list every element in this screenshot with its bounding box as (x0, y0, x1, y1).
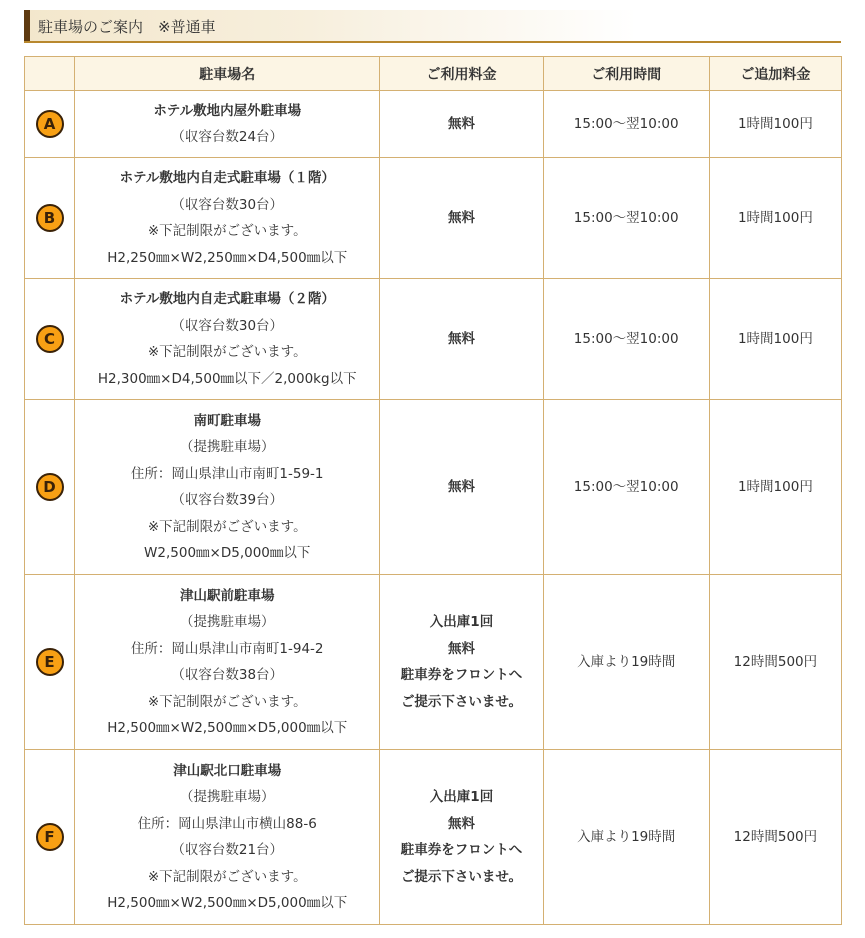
time-cell: 入庫より19時間 (543, 575, 709, 750)
badge-cell (25, 750, 75, 925)
parking-lot-badge: B (36, 204, 64, 232)
badge-cell (25, 91, 75, 158)
parking-name: ホテル敷地内自走式駐車場（２階） (119, 291, 335, 307)
header-time: ご利用時間 (543, 57, 709, 91)
parking-detail: （収容台数38台） (171, 667, 284, 683)
extra-fee-cell: 1時間100円 (709, 158, 841, 279)
fee-cell (380, 750, 543, 925)
fee-cell (380, 575, 543, 750)
parking-detail: （提携駐車場） (179, 439, 275, 455)
table-row (25, 575, 842, 750)
extra-fee-cell: 1時間100円 (709, 279, 841, 400)
parking-detail: （収容台数30台） (171, 196, 284, 213)
header-name: 駐車場名 (75, 57, 380, 91)
parking-detail: ※下記制限がございます。 (147, 223, 307, 239)
extra-fee-cell: 1時間100円 (709, 91, 841, 158)
fee-cell (380, 91, 543, 158)
parking-lot-badge: D (36, 473, 64, 501)
section-header-accent-bar (24, 10, 30, 41)
fee-text: 駐車券をフロントへ (400, 842, 523, 858)
parking-detail: （収容台数30台） (171, 317, 284, 334)
badge-cell (25, 279, 75, 400)
parking-detail: 住所：岡山県津山市横山88-6 (137, 815, 317, 832)
parking-name-cell (75, 158, 380, 279)
time-cell: 15:00～翌10:00 (543, 158, 709, 279)
parking-detail: ※下記制限がございます。 (147, 518, 307, 535)
fee-cell (380, 158, 543, 279)
fee-text: 無料 (448, 640, 475, 657)
table-row (25, 400, 842, 575)
parking-detail: （収容台数21台） (171, 842, 284, 858)
parking-name: 南町駐車場 (193, 412, 261, 429)
parking-name-cell (75, 279, 380, 400)
parking-name: ホテル敷地内自走式駐車場（１階） (119, 170, 335, 186)
header-extra: ご追加料金 (709, 57, 841, 91)
fee-text: 無料 (448, 815, 475, 832)
parking-detail: H2,300㎜×D4,500㎜以下／2,000kg以下 (97, 370, 357, 387)
parking-detail: （収容台数39台） (171, 492, 284, 508)
fee-text: 無料 (448, 115, 475, 132)
parking-detail: H2,500㎜×W2,500㎜×D5,000㎜以下 (107, 720, 348, 736)
parking-detail: （収容台数24台） (171, 129, 284, 145)
extra-fee-cell: 1時間100円 (709, 400, 841, 575)
section-header (24, 10, 841, 43)
time-cell: 15:00～翌10:00 (543, 279, 709, 400)
parking-table (24, 56, 842, 925)
parking-lot-badge: C (36, 325, 64, 353)
header-fee: ご利用料金 (380, 57, 543, 91)
fee-cell (380, 400, 543, 575)
parking-lot-badge: F (36, 823, 64, 851)
parking-detail: （提携駐車場） (179, 789, 275, 805)
time-cell: 15:00～翌10:00 (543, 91, 709, 158)
table-row (25, 91, 842, 158)
fee-text: 入出庫1回 (429, 614, 494, 630)
parking-name-cell (75, 400, 380, 575)
parking-detail: （提携駐車場） (179, 614, 275, 630)
table-row (25, 750, 842, 925)
parking-detail: W2,500㎜×D5,000㎜以下 (144, 545, 311, 561)
parking-lot-badge: E (36, 648, 64, 676)
parking-name-cell (75, 750, 380, 925)
time-cell: 入庫より19時間 (543, 750, 709, 925)
table-header-row (25, 57, 842, 91)
parking-detail: ※下記制限がございます。 (147, 693, 307, 710)
parking-detail: H2,500㎜×W2,500㎜×D5,000㎜以下 (107, 895, 348, 911)
fee-text: 入出庫1回 (429, 789, 494, 805)
extra-fee-cell: 12時間500円 (709, 750, 841, 925)
parking-name: 津山駅北口駐車場 (173, 762, 282, 779)
parking-name: 津山駅前駐車場 (179, 587, 275, 604)
fee-cell (380, 279, 543, 400)
time-cell: 15:00～翌10:00 (543, 400, 709, 575)
badge-cell (25, 575, 75, 750)
section-title: 駐車場のご案内 ※普通車 (38, 18, 216, 36)
parking-name-cell (75, 575, 380, 750)
badge-cell (25, 158, 75, 279)
parking-detail: ※下記制限がございます。 (147, 868, 307, 885)
header-badge-cell (25, 57, 75, 91)
table-row (25, 279, 842, 400)
parking-detail: 住所：岡山県津山市南町1-59-1 (130, 465, 324, 482)
parking-detail: H2,250㎜×W2,250㎜×D4,500㎜以下 (107, 249, 348, 266)
fee-text: 駐車券をフロントへ (400, 667, 523, 683)
fee-text: 無料 (448, 478, 475, 495)
fee-text: 無料 (448, 209, 475, 226)
parking-name: ホテル敷地内屋外駐車場 (153, 102, 302, 119)
fee-text: ご提示下さいませ。 (400, 693, 523, 710)
parking-detail: ※下記制限がございます。 (147, 344, 307, 360)
parking-lot-badge: A (36, 110, 64, 138)
parking-detail: 住所：岡山県津山市南町1-94-2 (130, 640, 324, 657)
table-row (25, 158, 842, 279)
extra-fee-cell: 12時間500円 (709, 575, 841, 750)
fee-text: 無料 (448, 330, 475, 347)
badge-cell (25, 400, 75, 575)
parking-name-cell (75, 91, 380, 158)
fee-text: ご提示下さいませ。 (400, 868, 523, 885)
